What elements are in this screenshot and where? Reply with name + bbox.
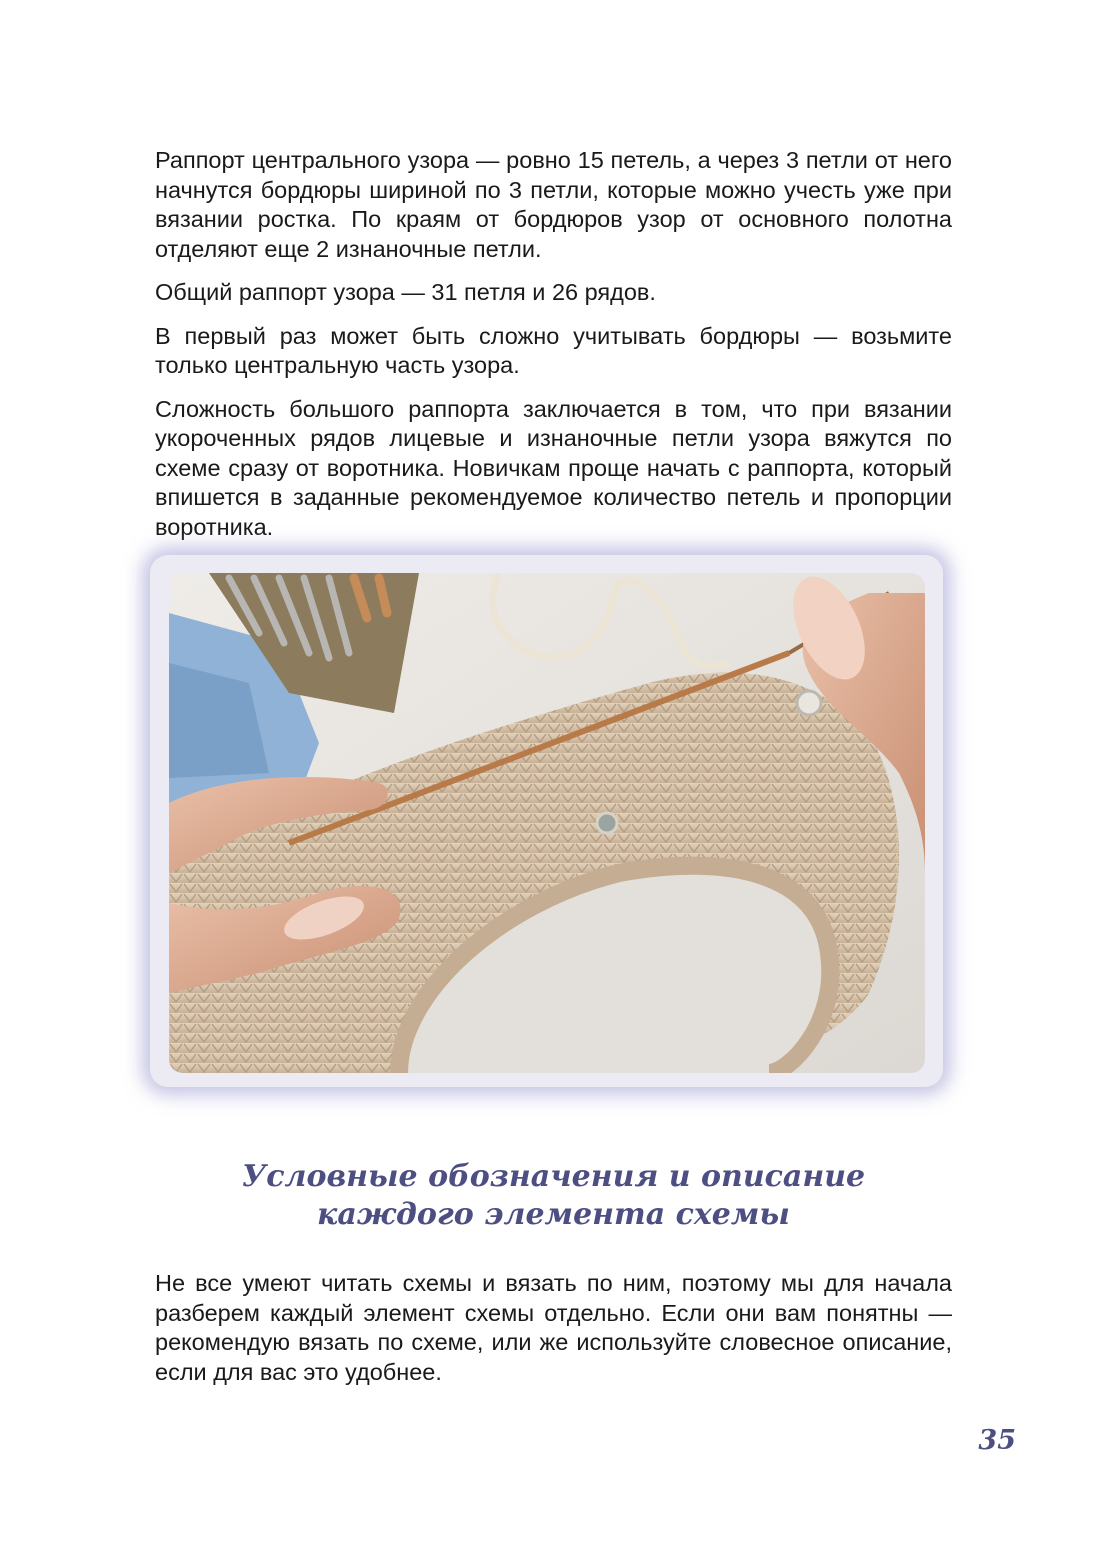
intro-text-block [155, 146, 952, 556]
section-heading-line-1: Условные обозначения и описание [241, 1159, 866, 1194]
page-number: 35 [978, 1425, 1016, 1456]
paragraph-large-repeat-difficulty: Сложность большого раппорта заключается в том, что при вязании укороченных рядов лицевые и изнаночные петли узора вяжутся по схеме сразу от воротника. Новичкам проще начать с раппорта, который впишется в заданные рекомендуемое количество петель и пропорции воротника. [155, 395, 952, 540]
section-heading-line-2: каждого элемента схемы [317, 1197, 790, 1232]
paragraph-reading-charts: Не все умеют читать схемы и вязать по ним, поэтому мы для начала разберем каждый элемент схемы отдельно. Если они вам понятны — рекомендую вязать по схеме, или же используйте словесное описание, если для вас это удобнее. [155, 1270, 952, 1385]
paragraph-repeat-description: Раппорт центрального узора — ровно 15 петель, а через 3 петли от него начнутся бордюры шириной по 3 петли, которые можно учесть уже при вязании ростка. По краям от бордюров узор от основного полотна отделяют еще 2 изнаночные петли. [155, 147, 952, 262]
knitting-photo [169, 573, 925, 1073]
legend-intro-text-block [155, 1269, 952, 1401]
paragraph-first-time-tip: В первый раз может быть сложно учитывать бордюры — возьмите только центральную часть узора. [155, 322, 952, 378]
paragraph-total-repeat: Общий раппорт узора — 31 петля и 26 рядов. [155, 279, 656, 305]
knitting-photo-illustration [169, 573, 925, 1073]
section-heading [155, 1158, 952, 1234]
